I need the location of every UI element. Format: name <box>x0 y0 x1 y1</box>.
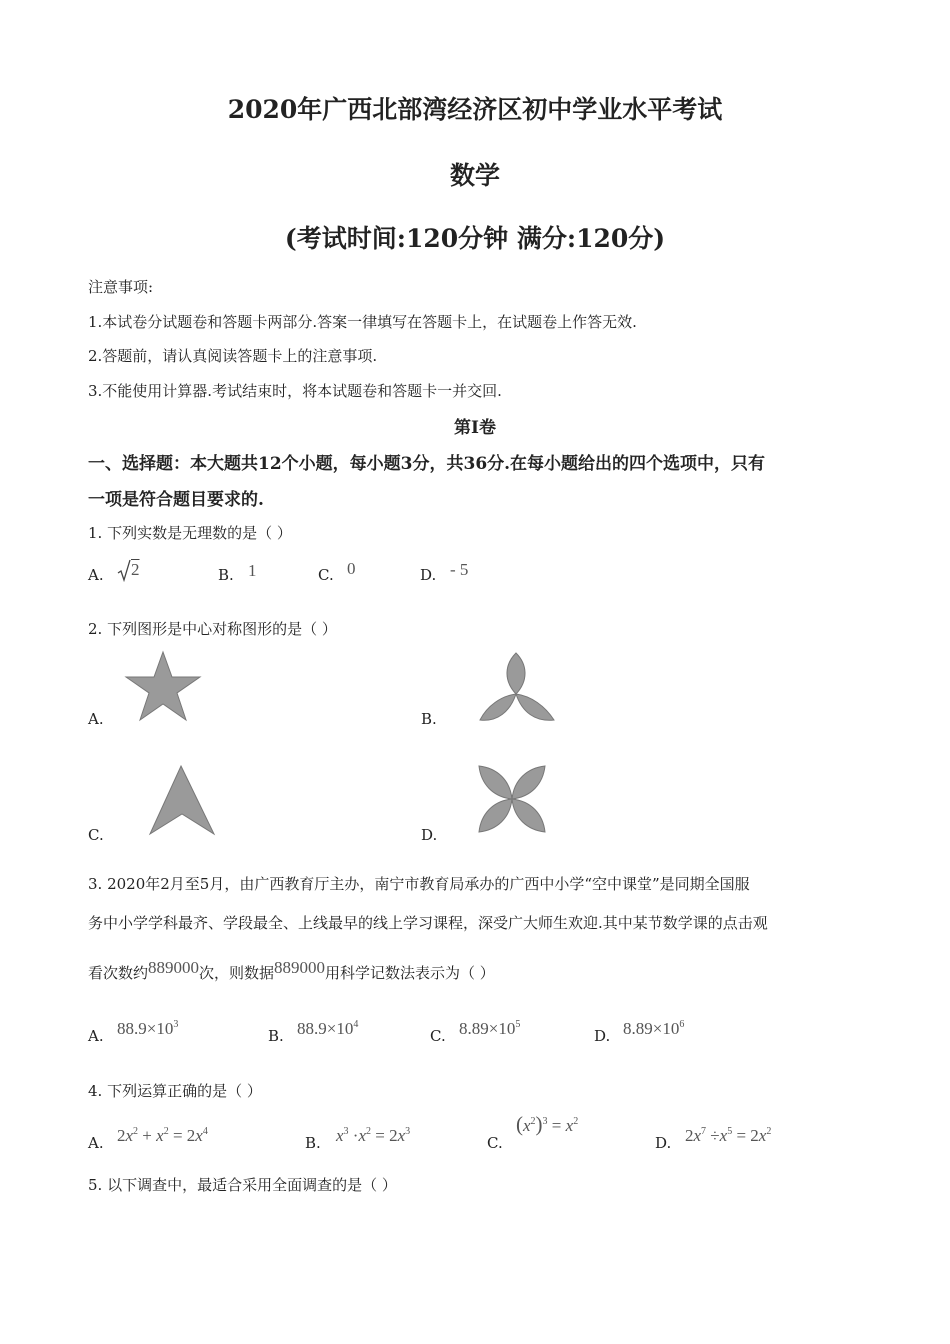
subject-title: 数学 <box>449 161 500 190</box>
four-petal-shape-icon <box>475 762 549 836</box>
q4-option-a-label: A. <box>88 1134 104 1152</box>
q3-line3: 看次数约889000次，则数据889000用科学记数法表示为（ ） <box>88 958 495 982</box>
q3-line2: 务中小学学科最齐、学段最全、上线最早的线上学习课程，深受广大师生欢迎.其中某节数学课的点击观 <box>88 914 768 932</box>
q2-option-b-label: B. <box>421 710 437 728</box>
notes-heading: 注意事项: <box>88 278 154 296</box>
q4-option-d-formula: $2x^7 \div x^5 = 2x^2$ <box>685 1126 772 1145</box>
q3-option-d-label: D. <box>594 1027 611 1045</box>
q1-option-b-value: 1 <box>248 561 257 580</box>
q1-option-d-label: D. <box>420 566 437 584</box>
sqrt-icon <box>117 558 131 582</box>
q4-option-c-label: C. <box>487 1134 503 1152</box>
q1-option-c-label: C. <box>318 566 334 584</box>
q4-option-b-label: B. <box>305 1134 321 1152</box>
q1-option-c-value: 0 <box>347 559 356 578</box>
q2-stem: 2. 下列图形是中心对称图形的是（ ） <box>88 620 337 638</box>
note-item: 2.答题前，请认真阅读答题卡上的注意事项. <box>88 347 378 365</box>
q5-stem: 5. 以下调查中，最适合采用全面调查的是（ ） <box>88 1176 397 1194</box>
q1-stem: 1. 下列实数是无理数的是（ ） <box>88 524 292 542</box>
q1-option-d-value: - 5 <box>450 560 469 579</box>
q2-option-d-label: D. <box>421 826 438 844</box>
q1-option-b-label: B. <box>218 566 234 584</box>
q3-option-c-value: $8.89\times 10^5$ <box>459 1019 521 1038</box>
q2-option-a-label: A. <box>88 710 104 728</box>
q4-option-b-formula: $x^3 \cdot x^2 = 2x^3$ <box>336 1126 411 1145</box>
q3-option-d-value: $8.89\times 10^6$ <box>623 1019 685 1038</box>
q3-option-a-label: A. <box>88 1027 104 1045</box>
q2-option-c-label: C. <box>88 826 104 844</box>
q4-option-d-label: D. <box>655 1134 672 1152</box>
note-item: 3.不能使用计算器.考试结束时，将本试题卷和答题卡一并交回. <box>88 382 502 400</box>
q4-option-a-formula: $2x^2 + x^2 = 2x^4$ <box>117 1126 208 1145</box>
star-shape-icon <box>124 650 202 724</box>
note-item: 1.本试卷分试题卷和答题卡两部分.答案一律填写在答题卡上，在试题卷上作答无效. <box>88 313 637 331</box>
q3-option-c-label: C. <box>430 1027 446 1045</box>
q3-option-b-value: $88.9\times 10^4$ <box>297 1019 359 1038</box>
section-header-line2: 一项是符合题目要求的. <box>88 490 264 510</box>
q3-line1: 3. 2020年2月至5月，由广西教育厅主办，南宁市教育局承办的广西中小学“空中课堂”是同期全国服 <box>88 875 750 893</box>
exam-title: 2020年广西北部湾经济区初中学业水平考试 <box>227 95 723 124</box>
q3-option-b-label: B. <box>268 1027 284 1045</box>
q4-option-c-formula: $(x^2)^3 = x^2$ <box>516 1112 579 1136</box>
q3-option-a-value: $88.9\times 10^3$ <box>117 1019 179 1038</box>
arrowhead-shape-icon <box>146 764 218 836</box>
q1-option-a-value: 2 <box>131 560 140 579</box>
exam-info: (考试时间:120分钟 满分:120分) <box>284 224 666 253</box>
three-petal-shape-icon <box>475 650 559 724</box>
q1-option-a-label: A. <box>88 566 104 584</box>
q4-stem: 4. 下列运算正确的是（ ） <box>88 1082 262 1100</box>
section-header-line1: 一、选择题：本大题共12个小题，每小题3分，共36分.在每小题给出的四个选项中，只有 <box>88 454 766 474</box>
volume-title: 第I卷 <box>454 418 496 438</box>
